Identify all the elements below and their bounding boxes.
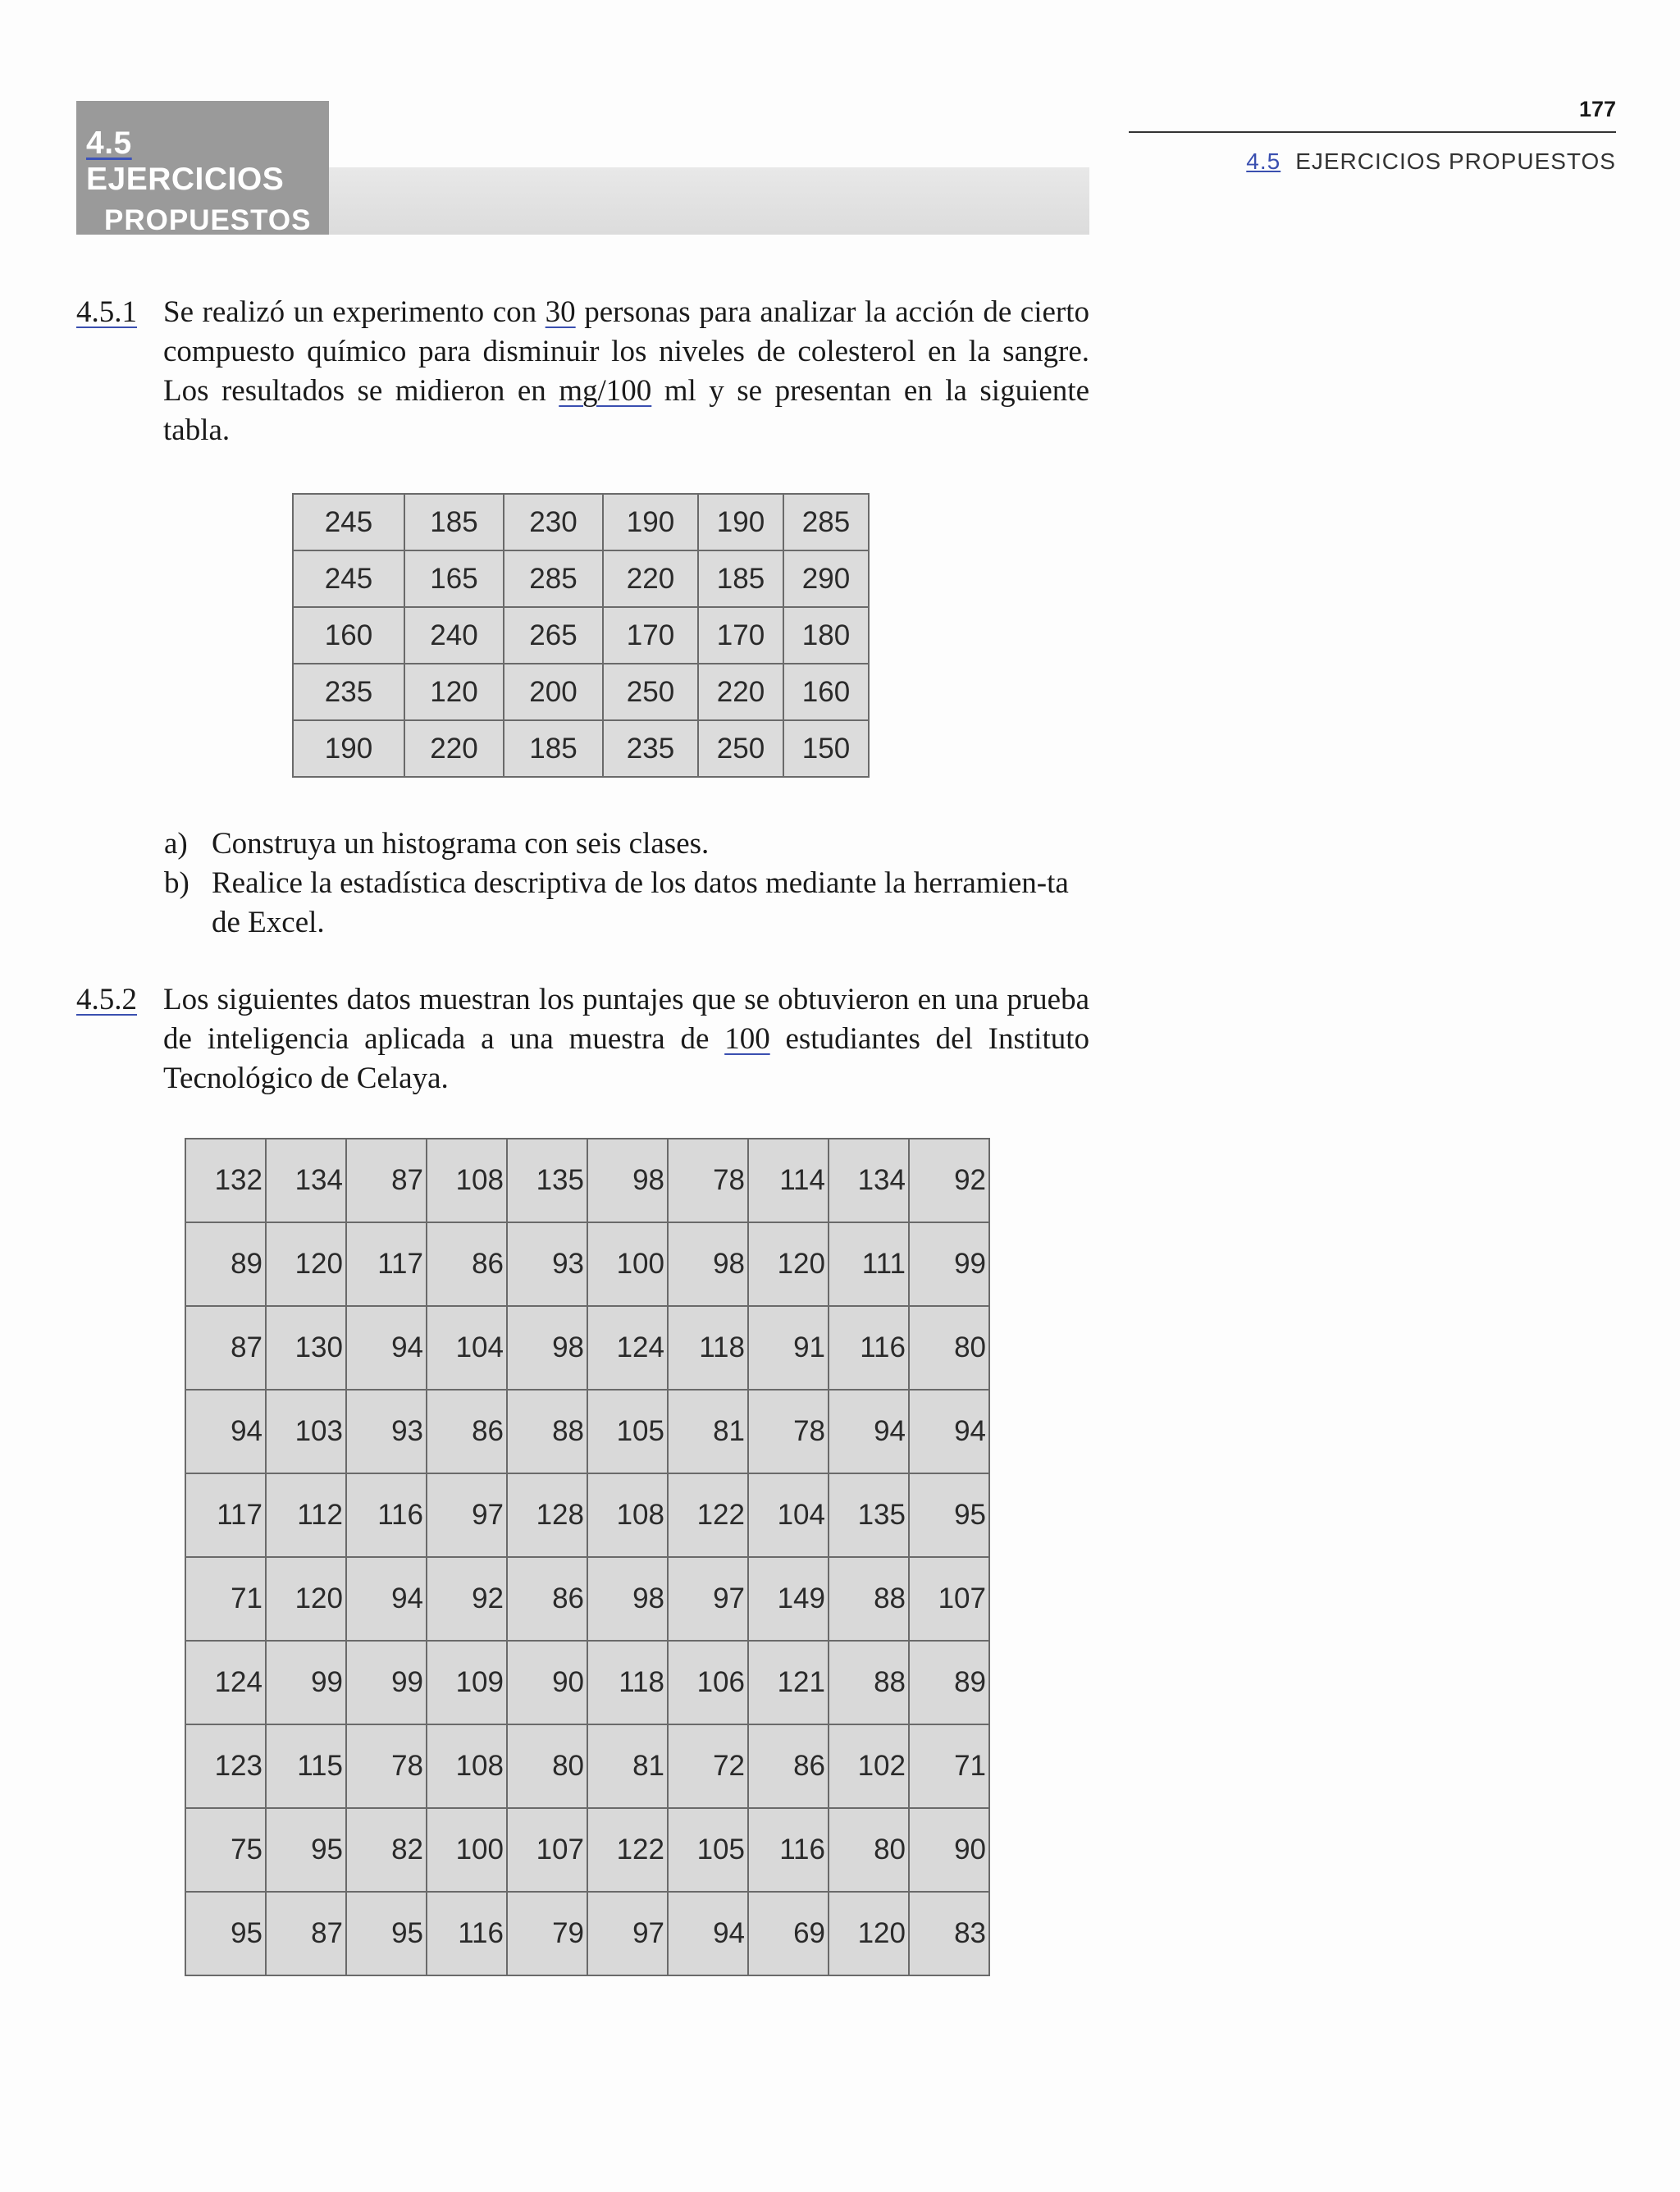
- section-title-line2: PROPUESTOS: [104, 204, 312, 236]
- table-cell: 94: [346, 1557, 427, 1641]
- exercise-text-part: Los siguientes datos muestran los puntajes que se obtuvieron en una prueba de inteligencia aplicada a una muestra de: [163, 983, 1089, 1056]
- table-row: [185, 1892, 989, 1975]
- table-row: [185, 1473, 989, 1557]
- table-cell: 103: [266, 1390, 346, 1473]
- table-cell: 112: [266, 1473, 346, 1557]
- table-cell: 120: [748, 1222, 829, 1306]
- table-cell: 116: [748, 1808, 829, 1892]
- table-cell: 185: [504, 720, 603, 777]
- table-cell: 98: [587, 1139, 668, 1222]
- table-cell: 104: [748, 1473, 829, 1557]
- table-cell: 86: [507, 1557, 587, 1641]
- table-cell: 107: [507, 1808, 587, 1892]
- table-cell: 71: [909, 1724, 989, 1808]
- table-cell: 102: [829, 1724, 909, 1808]
- table-cell: 128: [507, 1473, 587, 1557]
- table-cell: 135: [829, 1473, 909, 1557]
- running-section-title: EJERCICIOS PROPUESTOS: [1295, 148, 1616, 174]
- table-cell: 81: [668, 1390, 748, 1473]
- table-cell: 235: [293, 664, 404, 720]
- table-cell: 108: [427, 1139, 507, 1222]
- table-cell: 95: [909, 1473, 989, 1557]
- exercise-text-part: ml y se presentan en la siguiente tabla.: [163, 374, 1089, 447]
- table-cell: 230: [504, 494, 603, 550]
- table-cell: 90: [909, 1808, 989, 1892]
- table-cell: 123: [185, 1724, 266, 1808]
- table-cell: 75: [185, 1808, 266, 1892]
- table-cell: 290: [783, 550, 869, 607]
- table-cell: 79: [507, 1892, 587, 1975]
- table-cell: 118: [668, 1306, 748, 1390]
- table-cell: 89: [185, 1222, 266, 1306]
- table-cell: 124: [185, 1641, 266, 1724]
- table-cell: 88: [829, 1557, 909, 1641]
- table-cell: 88: [507, 1390, 587, 1473]
- table-cell: 78: [668, 1139, 748, 1222]
- exercise-number: 4.5.2: [76, 983, 137, 1016]
- table-cell: 93: [507, 1222, 587, 1306]
- table-cell: 245: [293, 550, 404, 607]
- table-cell: 285: [783, 494, 869, 550]
- table-row: [293, 550, 869, 607]
- section-heading-box: [76, 101, 329, 235]
- page-number: 177: [1578, 97, 1616, 121]
- table-cell: 104: [427, 1306, 507, 1390]
- table-cell: 94: [185, 1390, 266, 1473]
- exercise-text: [163, 980, 1089, 1098]
- table-cell: 250: [603, 664, 698, 720]
- table-cell: 149: [748, 1557, 829, 1641]
- table-cell: 95: [185, 1892, 266, 1975]
- table-cell: 86: [427, 1222, 507, 1306]
- table-cell: 200: [504, 664, 603, 720]
- table-cell: 69: [748, 1892, 829, 1975]
- table-cell: 92: [427, 1557, 507, 1641]
- table-cell: 105: [668, 1808, 748, 1892]
- table-cell: 116: [427, 1892, 507, 1975]
- table-cell: 80: [909, 1306, 989, 1390]
- table-cell: 285: [504, 550, 603, 607]
- running-section-number: 4.5: [1246, 148, 1281, 174]
- table-cell: 190: [698, 494, 783, 550]
- table-cell: 94: [829, 1390, 909, 1473]
- question-label: b): [164, 866, 189, 900]
- table-row: [185, 1222, 989, 1306]
- question-text: Realice la estadística descriptiva de los datos mediante la herramien-ta de Excel.: [212, 866, 1069, 939]
- table-cell: 121: [748, 1641, 829, 1724]
- table-cell: 83: [909, 1892, 989, 1975]
- table-cell: 105: [587, 1390, 668, 1473]
- table-cell: 132: [185, 1139, 266, 1222]
- table-cell: 89: [909, 1641, 989, 1724]
- table-cell: 130: [266, 1306, 346, 1390]
- table-cell: 94: [346, 1306, 427, 1390]
- table-cell: 122: [587, 1808, 668, 1892]
- table-cell: 160: [783, 664, 869, 720]
- table-cell: 120: [829, 1892, 909, 1975]
- table-cell: 235: [603, 720, 698, 777]
- table-cell: 99: [909, 1222, 989, 1306]
- table-cell: 114: [748, 1139, 829, 1222]
- exercise-4-5-2: [76, 980, 1089, 1098]
- table-cell: 220: [404, 720, 504, 777]
- scores-table: [185, 1138, 990, 1976]
- table-cell: 87: [266, 1892, 346, 1975]
- table-cell: 78: [748, 1390, 829, 1473]
- table-cell: 108: [427, 1724, 507, 1808]
- table-row: [185, 1808, 989, 1892]
- table-cell: 120: [266, 1222, 346, 1306]
- table-row: [185, 1139, 989, 1222]
- table-cell: 250: [698, 720, 783, 777]
- sample-size: 100: [724, 1022, 770, 1056]
- exercise-text-part: estudiantes del Instituto Tecnológico de Celaya.: [163, 1022, 1090, 1095]
- exercise-text-part: personas para analizar la acción de cierto compuesto químico para disminuir los niveles de colesterol en la sangre. Los resultados se midieron en: [163, 295, 1089, 408]
- table-cell: 180: [783, 607, 869, 664]
- table-cell: 87: [346, 1139, 427, 1222]
- table-cell: 86: [748, 1724, 829, 1808]
- exercise-4-5-1: [76, 293, 1089, 450]
- table-cell: 106: [668, 1641, 748, 1724]
- table-row: [185, 1641, 989, 1724]
- table-cell: 91: [748, 1306, 829, 1390]
- table-cell: 115: [266, 1724, 346, 1808]
- table-cell: 190: [293, 720, 404, 777]
- table-cell: 95: [346, 1892, 427, 1975]
- table-cell: 165: [404, 550, 504, 607]
- table-row: [293, 720, 869, 777]
- table-cell: 185: [404, 494, 504, 550]
- table-cell: 134: [829, 1139, 909, 1222]
- table-row: [185, 1306, 989, 1390]
- table-cell: 97: [427, 1473, 507, 1557]
- table-row: [185, 1724, 989, 1808]
- table-cell: 265: [504, 607, 603, 664]
- section-number: 4.5: [86, 126, 132, 161]
- exercise-text: [163, 293, 1089, 450]
- table-cell: 86: [427, 1390, 507, 1473]
- table-cell: 150: [783, 720, 869, 777]
- table-cell: 94: [668, 1892, 748, 1975]
- question-a: [164, 824, 1089, 864]
- table-cell: 87: [185, 1306, 266, 1390]
- table-cell: 108: [587, 1473, 668, 1557]
- table-cell: 185: [698, 550, 783, 607]
- table-cell: 124: [587, 1306, 668, 1390]
- table-cell: 134: [266, 1139, 346, 1222]
- table-cell: 117: [185, 1473, 266, 1557]
- header-rule: [1129, 131, 1616, 133]
- table-cell: 107: [909, 1557, 989, 1641]
- sample-size: 30: [545, 295, 576, 329]
- table-cell: 170: [698, 607, 783, 664]
- table-cell: 97: [668, 1557, 748, 1641]
- table-cell: 72: [668, 1724, 748, 1808]
- question-text: Construya un histograma con seis clases.: [212, 827, 710, 861]
- table-cell: 98: [587, 1557, 668, 1641]
- running-header: [1246, 148, 1616, 175]
- table-cell: 120: [404, 664, 504, 720]
- table-cell: 82: [346, 1808, 427, 1892]
- table-cell: 111: [829, 1222, 909, 1306]
- question-label: a): [164, 827, 188, 861]
- exercise-number: 4.5.1: [76, 295, 137, 329]
- table-cell: 120: [266, 1557, 346, 1641]
- table-cell: 245: [293, 494, 404, 550]
- table-row: [293, 664, 869, 720]
- table-cell: 100: [587, 1222, 668, 1306]
- table-cell: 99: [266, 1641, 346, 1724]
- table-cell: 190: [603, 494, 698, 550]
- table-cell: 97: [587, 1892, 668, 1975]
- exercise-text-part: Se realizó un experimento con: [163, 295, 546, 329]
- table-cell: 160: [293, 607, 404, 664]
- table-cell: 135: [507, 1139, 587, 1222]
- table-cell: 220: [603, 550, 698, 607]
- table-cell: 92: [909, 1139, 989, 1222]
- table-cell: 170: [603, 607, 698, 664]
- table-cell: 99: [346, 1641, 427, 1724]
- table-cell: 118: [587, 1641, 668, 1724]
- table-row: [185, 1557, 989, 1641]
- table-cell: 95: [266, 1808, 346, 1892]
- table-cell: 90: [507, 1641, 587, 1724]
- table-cell: 240: [404, 607, 504, 664]
- table-cell: 78: [346, 1724, 427, 1808]
- table-cell: 116: [829, 1306, 909, 1390]
- table-cell: 100: [427, 1808, 507, 1892]
- unit: mg/100: [559, 374, 652, 408]
- table-cell: 94: [909, 1390, 989, 1473]
- table-cell: 88: [829, 1641, 909, 1724]
- table-cell: 116: [346, 1473, 427, 1557]
- table-row: [293, 607, 869, 664]
- table-cell: 80: [507, 1724, 587, 1808]
- table-cell: 109: [427, 1641, 507, 1724]
- table-cell: 93: [346, 1390, 427, 1473]
- table-cell: 220: [698, 664, 783, 720]
- question-b: [164, 864, 1089, 943]
- table-cell: 71: [185, 1557, 266, 1641]
- table-cell: 122: [668, 1473, 748, 1557]
- table-row: [185, 1390, 989, 1473]
- table-row: [293, 494, 869, 550]
- table-cell: 98: [507, 1306, 587, 1390]
- cholesterol-table: [292, 493, 870, 778]
- section-title-line1: EJERCICIOS: [86, 162, 285, 197]
- table-cell: 81: [587, 1724, 668, 1808]
- table-cell: 117: [346, 1222, 427, 1306]
- table-cell: 80: [829, 1808, 909, 1892]
- table-cell: 98: [668, 1222, 748, 1306]
